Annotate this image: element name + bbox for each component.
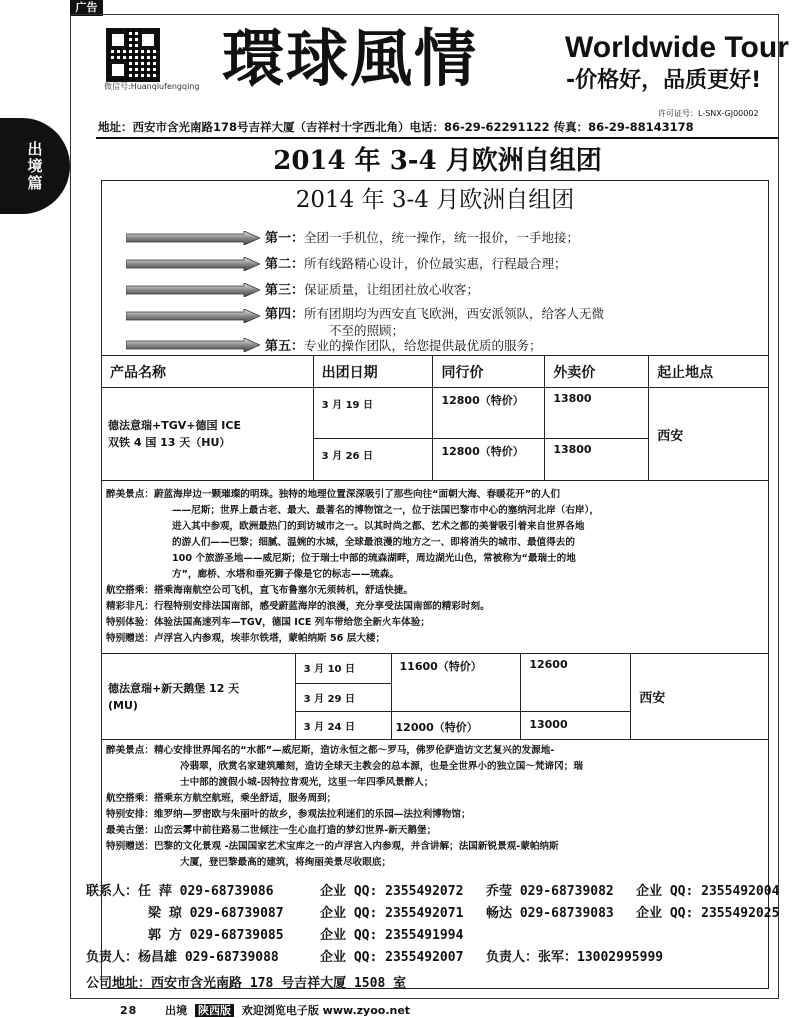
contact-qq: 企业 QQ: 2355492007 — [320, 950, 464, 965]
brand-slogan: -价格好，品质更好! — [566, 68, 762, 93]
contact-list — [86, 880, 780, 995]
departure-date: 3 月 24 日 — [295, 712, 391, 740]
desc-line: 航空搭乘：搭乘东方航空航班，乘坐舒适，服务周到； — [106, 793, 337, 804]
header-product: 产品名称 — [102, 356, 314, 388]
side-tab-char: 篇 — [27, 173, 43, 192]
page-number: 28 — [120, 1004, 138, 1017]
header-peer-price: 同行价 — [433, 356, 545, 388]
desc-line: 冷翡翠，欣赏名家建筑雕刻，造访全球天主教会的总本源，也是全世界小的独立国～梵谛冈；瑞 — [180, 761, 583, 772]
product-2-description — [106, 743, 766, 871]
contact-person: 联系人：任 萍 029-68739086 — [86, 884, 274, 899]
desc-line: 醉美景点：蔚蓝海岸边一颗璀璨的明珠。独特的地理位置深深吸引了那些向往“面朝大海、春暖花开”的人们 — [106, 489, 560, 500]
page-footer — [120, 1002, 410, 1018]
peer-price: 11600（特价） — [391, 654, 521, 712]
arrow-right-icon — [126, 338, 260, 352]
feature-label: 第一： — [265, 231, 305, 246]
contact-person: 畅达 029-68739083 — [486, 906, 614, 921]
desc-line: 特别安排：维罗纳—罗密欧与朱丽叶的故乡，参观法拉利迷们的乐园—法拉利博物馆； — [106, 809, 471, 820]
product-name-line: 德法意瑞+TGV+德国 ICE — [108, 419, 241, 432]
manager-contact: 负责人：杨昌雄 029-68739088 — [86, 950, 279, 965]
product-name — [102, 388, 314, 481]
feature-text-cont: 不至的照顾； — [329, 323, 405, 338]
arrow-right-icon — [126, 283, 260, 297]
desc-line: 大厦，登巴黎最高的建筑，将绚丽美景尽收眼底； — [180, 857, 392, 868]
footer-website: 欢迎浏览电子版 www.zyoo.net — [241, 1004, 411, 1017]
arrow-right-icon — [126, 309, 260, 323]
feature-item — [265, 253, 567, 276]
price-table-2 — [101, 653, 769, 740]
header-date: 出团日期 — [313, 356, 433, 388]
feature-label: 第五： — [265, 339, 305, 354]
feature-text: 所有团期均为西安直飞欧洲，西安派领队，给客人无微 — [304, 306, 605, 321]
contact-qq: 企业 QQ: 2355492071 — [320, 906, 464, 921]
product-name-line: (MU) — [108, 698, 138, 712]
desc-line: 特别体验：体验法国高速列车—TGV，德国 ICE 列车带给您全新火车体验； — [106, 617, 430, 628]
box-title: 2014 年 3-4 月欧洲自组团 — [295, 187, 575, 213]
header-location: 起止地点 — [649, 356, 769, 388]
departure-date: 3 月 29 日 — [295, 684, 391, 712]
arrow-right-icon — [126, 231, 260, 245]
desc-line: 特别赠送：卢浮宫入内参观，埃菲尔铁塔，蒙帕纳斯 56 层大楼； — [106, 633, 386, 644]
desc-line: 100 个旅游圣地——威尼斯；位于瑞士中部的琉森湖畔，周边湖光山色，常被称为“最瑞士的地 — [172, 553, 576, 564]
start-end-city: 西安 — [649, 388, 769, 481]
peer-price: 12800（特价） — [433, 439, 545, 481]
desc-line: 特别赠送：巴黎的文化景观 -法国国家艺术宝库之一的卢浮宫入内参观，并含讲解；法国新锐景观-蒙帕纳斯 — [106, 841, 559, 852]
qr-code — [106, 28, 160, 82]
feature-label: 第二： — [265, 257, 305, 272]
contact-person: 梁 琼 029-68739087 — [148, 906, 284, 921]
desc-line: 的游人们——巴黎；细腻、温婉的水城，全球最浪漫的地方之一、即将消失的城市、最值得去的 — [172, 537, 575, 548]
feature-text: 所有线路精心设计，价位最实惠，行程最合理； — [304, 256, 567, 271]
side-tab-char: 境 — [27, 156, 43, 175]
desc-line: 士中部的渡假小城-因特拉肯观光，这里一年四季风景醉人； — [180, 777, 434, 788]
header-divider — [96, 137, 779, 139]
header-retail-price: 外卖价 — [545, 356, 649, 388]
desc-line: 方”，廊桥、水塔和垂死狮子像是它的标志——琉森。 — [172, 569, 399, 580]
ad-tag: 广告 — [70, 0, 103, 16]
product-name-line: 德法意瑞+新天鹅堡 12 天 — [108, 681, 240, 695]
brand-name-en: Worldwide Tour — [565, 31, 789, 64]
contact-qq: 企业 QQ: 2355491994 — [320, 928, 464, 943]
feature-text: 专业的操作团队，给您提供最优质的服务； — [304, 338, 542, 353]
desc-line: 航空搭乘：搭乘海南航空公司飞机，直飞布鲁塞尔无须转机，舒适快捷。 — [106, 585, 413, 596]
product-name — [102, 654, 296, 740]
start-end-city: 西安 — [631, 654, 769, 740]
qr-eye — [109, 31, 127, 49]
desc-line: 最美古堡：山峦云雾中前往路易二世倾注一生心血打造的梦幻世界-新天鹅堡； — [106, 825, 437, 836]
qr-eye — [139, 31, 157, 49]
feature-label: 第四： — [265, 307, 305, 322]
license-number: 许可证号：L-SNX-GJ00002 — [658, 109, 759, 118]
section-side-tab — [0, 118, 70, 214]
feature-text: 保证质量，让组团社放心收客； — [304, 282, 480, 297]
brand-name-cn: 環球風情 — [222, 22, 479, 95]
contact-person: 郭 方 029-68739085 — [148, 928, 284, 943]
departure-date: 3 月 19 日 — [313, 388, 433, 439]
peer-price: 12000（特价） — [391, 712, 521, 740]
contact-person: 乔莹 029-68739082 — [486, 884, 614, 899]
product-name-line: 双铁 4 国 13 天（HU） — [108, 436, 231, 449]
feature-label: 第三： — [265, 283, 305, 298]
contact-qq: 企业 QQ: 2355492025 — [636, 906, 780, 921]
price-table-1 — [101, 355, 769, 481]
page-title: 2014 年 3-4 月欧洲自组团 — [273, 146, 602, 176]
wechat-id: 微信号:Huanqiufengqing — [104, 82, 200, 91]
retail-price: 13800 — [545, 439, 649, 481]
desc-line: 精彩非凡：行程特别安排法国南部，感受蔚蓝海岸的浪漫，充分享受法国南部的精彩时刻。 — [106, 601, 490, 612]
edition-badge: 陕西版 — [195, 1004, 234, 1017]
manager-contact: 负责人：张军：13002995999 — [486, 950, 664, 965]
departure-date: 3 月 26 日 — [313, 439, 433, 481]
desc-line: ——尼斯；世界上最古老、最大、最著名的博物馆之一，位于法国巴黎市中心的塞纳河北岸（右岸）， — [172, 505, 599, 516]
feature-text: 全团一手机位，统一操作，统一报价，一手地接； — [304, 230, 580, 245]
qr-eye — [109, 61, 127, 79]
peer-price: 12800（特价） — [433, 388, 545, 439]
desc-line: 醉美景点：精心安排世界闻名的“水都”—威尼斯，造访永恒之都～罗马，佛罗伦萨造访文艺复兴的发源地- — [106, 745, 555, 756]
contact-qq: 企业 QQ: 2355492072 — [320, 884, 464, 899]
feature-item — [265, 279, 479, 302]
contact-qq: 企业 QQ: 2355492004 — [636, 884, 780, 899]
feature-item — [265, 227, 579, 250]
company-address-phone: 地址：西安市含光南路178号吉祥大厦（吉祥村十字西北角）电话：86-29-62291122 传真：86-29-88143178 — [98, 120, 694, 134]
side-tab-char: 出 — [27, 139, 43, 158]
desc-line: 进入其中参观，欧洲最热门的到访城市之一。以其时尚之都、艺术之都的美誉吸引着来自世界各地 — [172, 521, 585, 532]
retail-price: 12600 — [521, 654, 631, 712]
product-1-description — [106, 487, 766, 647]
footer-section: 出境 — [165, 1004, 188, 1017]
departure-date: 3 月 10 日 — [295, 654, 391, 684]
retail-price: 13800 — [545, 388, 649, 439]
retail-price: 13000 — [521, 712, 631, 740]
company-office-address: 公司地址：西安市含光南路 178 号吉祥大厦 1508 室 — [86, 976, 407, 991]
arrow-right-icon — [126, 257, 260, 271]
feature-item — [265, 303, 604, 326]
